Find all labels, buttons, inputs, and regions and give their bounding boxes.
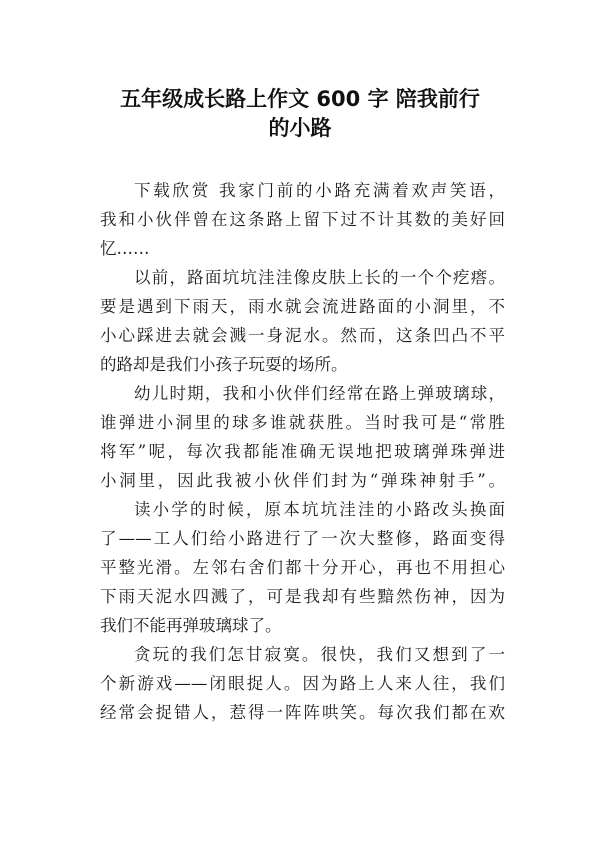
body-line: 的路却是我们小孩子玩耍的场所。 (100, 355, 348, 374)
body-line: 贪玩的我们怎甘寂寞。很快，我们又想到了一 (134, 645, 505, 664)
body-line: 谁弹进小洞里的球多谁就获胜。当时我可是“常胜 (100, 413, 505, 432)
body-line: 下雨天泥水四溅了，可是我却有些黯然伤神，因为 (100, 587, 505, 606)
body-line: 读小学的时候，原本坑坑洼洼的小路改头换面 (134, 500, 505, 519)
body-line: 了——工人们给小路进行了一次大整修，路面变得 (100, 529, 505, 548)
body-line: 经常会捉错人，惹得一阵阵哄笑。每次我们都在欢 (100, 703, 505, 722)
body-line: 我们不能再弹玻璃球了。 (100, 616, 282, 635)
body-line: 幼儿时期，我和小伙伴们经常在路上弹玻璃球， (134, 384, 505, 403)
body-line: 小心踩进去就会溅一身泥水。然而，这条凹凸不平 (100, 326, 505, 345)
document-body (100, 176, 505, 727)
document-title-line-1: 五年级成长路上作文 600 字 陪我前行 (120, 87, 480, 111)
body-line: 以前，路面坑坑洼洼像皮肤上长的一个个疙瘩。 (134, 268, 505, 287)
body-line: 我和小伙伴曾在这条路上留下过不计其数的美好回 (100, 210, 505, 229)
body-line: 忆…… (100, 239, 150, 258)
document-title-line-2: 的小路 (268, 116, 332, 140)
body-line: 平整光滑。左邻右舍们都十分开心，再也不用担心 (100, 558, 505, 577)
body-line: 下载欣赏 我家门前的小路充满着欢声笑语， (134, 181, 505, 200)
body-line: 将军”呢，每次我都能准确无误地把玻璃弹珠弹进 (100, 442, 505, 461)
body-line: 要是遇到下雨天，雨水就会流进路面的小洞里，不 (100, 297, 505, 316)
body-line: 小洞里，因此我被小伙伴们封为“弹珠神射手”。 (100, 471, 505, 490)
body-line: 个新游戏——闭眼捉人。因为路上人来人往，我们 (100, 674, 505, 693)
